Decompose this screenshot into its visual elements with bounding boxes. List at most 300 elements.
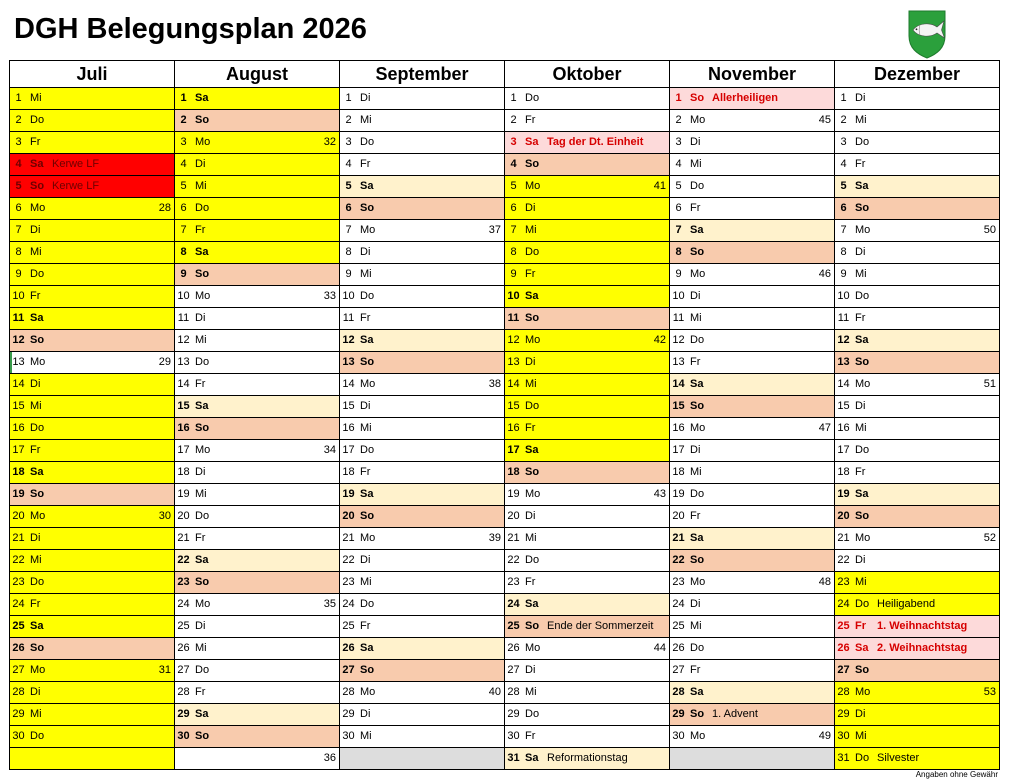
day-cell[interactable] <box>835 286 1000 308</box>
day-number: 3 <box>840 136 847 148</box>
weekday: Di <box>195 620 206 632</box>
day-number: 31 <box>837 752 850 764</box>
day-cell[interactable] <box>340 638 505 660</box>
day-cell[interactable] <box>175 440 340 462</box>
day-number: 24 <box>672 598 685 610</box>
day-cell[interactable] <box>670 748 835 770</box>
day-cell[interactable] <box>505 242 670 264</box>
day-cell[interactable] <box>340 374 505 396</box>
day-cell[interactable] <box>175 396 340 418</box>
weekday: So <box>525 466 540 478</box>
day-cell[interactable] <box>835 220 1000 242</box>
week-number: 36 <box>323 752 336 764</box>
day-cell[interactable] <box>10 726 175 748</box>
weekday: So <box>525 620 540 632</box>
day-cell[interactable] <box>505 352 670 374</box>
day-cell[interactable] <box>505 110 670 132</box>
day-number: 10 <box>12 290 25 302</box>
day-cell[interactable] <box>835 616 1000 638</box>
day-cell[interactable] <box>505 330 670 352</box>
day-number: 8 <box>510 246 517 258</box>
day-cell[interactable] <box>175 660 340 682</box>
day-cell[interactable] <box>175 88 340 110</box>
day-cell[interactable] <box>505 88 670 110</box>
day-cell[interactable] <box>10 132 175 154</box>
weekday: Do <box>855 290 870 302</box>
weekday: Mo <box>30 356 46 368</box>
day-cell[interactable] <box>340 704 505 726</box>
day-number: 11 <box>672 312 685 324</box>
day-number: 26 <box>12 642 25 654</box>
weekday: Do <box>30 268 45 280</box>
day-cell[interactable] <box>175 176 340 198</box>
day-cell[interactable] <box>175 594 340 616</box>
day-cell[interactable] <box>835 572 1000 594</box>
weekday: Di <box>855 92 866 104</box>
weekday: Mo <box>525 180 541 192</box>
day-number: 28 <box>342 686 355 698</box>
weekday: Fr <box>525 576 536 588</box>
weekday: Sa <box>195 246 209 258</box>
weekday: Fr <box>855 620 866 632</box>
day-cell[interactable] <box>175 308 340 330</box>
day-cell[interactable] <box>10 396 175 418</box>
day-cell[interactable] <box>340 176 505 198</box>
weekday: Do <box>525 400 540 412</box>
weekday: Sa <box>30 312 44 324</box>
day-number: 27 <box>837 664 850 676</box>
day-number: 9 <box>510 268 517 280</box>
day-cell[interactable] <box>175 462 340 484</box>
day-cell[interactable] <box>670 528 835 550</box>
day-cell[interactable] <box>340 440 505 462</box>
weekday: Mo <box>690 268 706 280</box>
day-number: 1 <box>840 92 847 104</box>
weekday: Di <box>855 246 866 258</box>
day-cell[interactable] <box>835 132 1000 154</box>
day-cell[interactable] <box>505 396 670 418</box>
day-cell[interactable] <box>835 462 1000 484</box>
day-cell[interactable] <box>505 484 670 506</box>
day-cell[interactable] <box>505 594 670 616</box>
weekday: Fr <box>360 312 371 324</box>
day-number: 7 <box>180 224 187 236</box>
day-number: 31 <box>507 752 520 764</box>
weekday: Fr <box>855 312 866 324</box>
weekday: Do <box>195 510 210 522</box>
day-cell[interactable] <box>505 176 670 198</box>
day-cell[interactable] <box>835 418 1000 440</box>
day-cell[interactable] <box>835 484 1000 506</box>
weekday: Mo <box>30 510 46 522</box>
day-cell[interactable] <box>10 330 175 352</box>
day-cell[interactable] <box>10 352 175 374</box>
day-cell[interactable] <box>835 396 1000 418</box>
day-cell[interactable] <box>340 462 505 484</box>
weekday: Mi <box>360 576 372 588</box>
day-cell[interactable] <box>340 154 505 176</box>
weekday: Di <box>690 136 701 148</box>
day-cell[interactable] <box>505 682 670 704</box>
day-cell[interactable] <box>505 638 670 660</box>
weekday: Do <box>525 554 540 566</box>
day-number: 16 <box>837 422 850 434</box>
weekday: Di <box>30 532 41 544</box>
day-cell[interactable] <box>340 418 505 440</box>
weekday: So <box>690 708 705 720</box>
day-cell[interactable] <box>505 660 670 682</box>
day-number: 30 <box>177 730 190 742</box>
day-cell[interactable] <box>670 330 835 352</box>
day-cell[interactable] <box>835 638 1000 660</box>
day-cell[interactable] <box>340 242 505 264</box>
weekday: Di <box>360 554 371 566</box>
day-number: 28 <box>177 686 190 698</box>
day-cell[interactable] <box>340 726 505 748</box>
day-cell[interactable] <box>505 264 670 286</box>
day-cell[interactable] <box>835 154 1000 176</box>
week-number: 35 <box>323 598 336 610</box>
day-cell[interactable] <box>340 198 505 220</box>
day-cell[interactable] <box>10 682 175 704</box>
day-number: 30 <box>12 730 25 742</box>
weekday: Mi <box>195 334 207 346</box>
day-number: 16 <box>342 422 355 434</box>
day-cell[interactable] <box>670 594 835 616</box>
weekday: So <box>195 114 210 126</box>
day-cell[interactable] <box>670 506 835 528</box>
weekday: Do <box>360 136 375 148</box>
day-cell[interactable] <box>835 308 1000 330</box>
day-cell[interactable] <box>10 638 175 660</box>
day-cell[interactable] <box>175 726 340 748</box>
day-cell[interactable] <box>10 616 175 638</box>
day-cell[interactable] <box>10 484 175 506</box>
day-cell[interactable] <box>10 220 175 242</box>
day-cell[interactable] <box>340 264 505 286</box>
day-cell[interactable] <box>670 462 835 484</box>
day-cell[interactable] <box>340 308 505 330</box>
day-cell[interactable] <box>340 594 505 616</box>
day-cell[interactable] <box>505 704 670 726</box>
day-cell[interactable] <box>670 374 835 396</box>
day-cell[interactable] <box>670 242 835 264</box>
day-cell[interactable] <box>10 242 175 264</box>
day-cell[interactable] <box>670 220 835 242</box>
day-cell[interactable] <box>670 726 835 748</box>
day-number: 26 <box>507 642 520 654</box>
day-cell[interactable] <box>175 154 340 176</box>
day-cell[interactable] <box>10 660 175 682</box>
weekday: Mi <box>855 114 867 126</box>
weekday: So <box>360 510 375 522</box>
day-cell[interactable] <box>835 594 1000 616</box>
day-cell[interactable] <box>505 572 670 594</box>
day-cell[interactable] <box>505 308 670 330</box>
day-cell[interactable] <box>835 264 1000 286</box>
day-cell[interactable] <box>505 528 670 550</box>
day-cell[interactable] <box>670 704 835 726</box>
day-cell[interactable] <box>505 506 670 528</box>
day-cell[interactable] <box>10 572 175 594</box>
day-cell[interactable] <box>670 550 835 572</box>
day-cell[interactable] <box>10 264 175 286</box>
day-cell[interactable] <box>10 286 175 308</box>
day-number: 4 <box>345 158 352 170</box>
day-cell[interactable] <box>340 88 505 110</box>
weekday: Fr <box>525 268 536 280</box>
day-cell[interactable] <box>505 616 670 638</box>
day-cell[interactable] <box>670 154 835 176</box>
day-cell[interactable] <box>835 330 1000 352</box>
day-cell[interactable] <box>505 462 670 484</box>
day-cell[interactable] <box>10 550 175 572</box>
event-label: Ende der Sommerzeit <box>547 620 654 632</box>
day-number: 2 <box>510 114 517 126</box>
day-cell[interactable] <box>175 528 340 550</box>
day-cell[interactable] <box>10 462 175 484</box>
day-cell[interactable] <box>670 286 835 308</box>
day-number: 17 <box>837 444 850 456</box>
day-cell[interactable] <box>340 484 505 506</box>
day-cell[interactable] <box>835 660 1000 682</box>
day-cell[interactable] <box>835 528 1000 550</box>
weekday: Do <box>30 114 45 126</box>
day-number: 25 <box>177 620 190 632</box>
weekday: So <box>195 422 210 434</box>
day-number: 4 <box>510 158 517 170</box>
weekday: Mi <box>690 466 702 478</box>
day-cell[interactable] <box>670 572 835 594</box>
day-cell[interactable] <box>505 440 670 462</box>
day-cell[interactable] <box>835 242 1000 264</box>
day-cell[interactable] <box>175 352 340 374</box>
day-cell[interactable] <box>670 352 835 374</box>
day-number: 1 <box>180 92 187 104</box>
day-cell[interactable] <box>670 396 835 418</box>
day-cell[interactable] <box>175 572 340 594</box>
day-number: 19 <box>507 488 520 500</box>
day-cell[interactable] <box>175 484 340 506</box>
day-cell[interactable] <box>835 726 1000 748</box>
month-header-oktober: Oktober <box>505 61 670 88</box>
weekday: Mi <box>360 268 372 280</box>
weekday: So <box>360 664 375 676</box>
day-cell[interactable] <box>340 286 505 308</box>
day-number: 4 <box>180 158 187 170</box>
day-cell[interactable] <box>835 550 1000 572</box>
day-cell[interactable] <box>670 88 835 110</box>
weekday: Do <box>30 422 45 434</box>
day-cell[interactable] <box>505 286 670 308</box>
day-cell[interactable] <box>670 682 835 704</box>
day-cell[interactable] <box>670 418 835 440</box>
month-header-september: September <box>340 61 505 88</box>
day-cell[interactable] <box>670 132 835 154</box>
day-cell[interactable] <box>175 264 340 286</box>
week-number: 47 <box>818 422 831 434</box>
day-cell[interactable] <box>175 242 340 264</box>
day-cell[interactable] <box>340 748 505 770</box>
day-cell[interactable] <box>175 616 340 638</box>
weekday: Mo <box>690 730 706 742</box>
day-number: 17 <box>177 444 190 456</box>
day-number: 2 <box>15 114 22 126</box>
day-cell[interactable] <box>835 748 1000 770</box>
day-cell[interactable] <box>835 110 1000 132</box>
day-number: 24 <box>507 598 520 610</box>
day-cell[interactable] <box>10 110 175 132</box>
day-cell[interactable] <box>670 638 835 660</box>
day-cell[interactable] <box>835 88 1000 110</box>
event-label: Kerwe LF <box>52 180 100 192</box>
week-number: 49 <box>818 730 831 742</box>
day-cell[interactable] <box>505 154 670 176</box>
day-number: 27 <box>507 664 520 676</box>
day-cell[interactable] <box>835 198 1000 220</box>
day-cell[interactable] <box>175 220 340 242</box>
day-cell[interactable] <box>10 594 175 616</box>
day-cell[interactable] <box>10 704 175 726</box>
weekday: Fr <box>195 224 206 236</box>
day-cell[interactable] <box>835 374 1000 396</box>
day-cell[interactable] <box>175 418 340 440</box>
day-cell[interactable] <box>10 88 175 110</box>
week-number: 44 <box>653 642 666 654</box>
day-cell[interactable] <box>505 748 670 770</box>
weekday: Sa <box>525 444 539 456</box>
day-cell[interactable] <box>340 110 505 132</box>
day-cell[interactable] <box>175 506 340 528</box>
day-cell[interactable] <box>340 352 505 374</box>
day-cell[interactable] <box>835 352 1000 374</box>
weekday: Di <box>690 444 701 456</box>
day-number: 25 <box>507 620 520 632</box>
day-cell[interactable] <box>175 550 340 572</box>
day-number: 21 <box>12 532 25 544</box>
day-number: 7 <box>510 224 517 236</box>
weekday: Do <box>855 136 870 148</box>
day-cell[interactable] <box>505 726 670 748</box>
day-number: 23 <box>12 576 25 588</box>
weekday: So <box>855 510 870 522</box>
day-cell[interactable] <box>505 198 670 220</box>
day-number: 5 <box>510 180 517 192</box>
day-cell[interactable] <box>670 660 835 682</box>
weekday: Di <box>525 202 536 214</box>
day-cell[interactable] <box>505 418 670 440</box>
day-number: 19 <box>837 488 850 500</box>
weekday: So <box>690 92 705 104</box>
day-number: 20 <box>672 510 685 522</box>
day-number: 5 <box>15 180 22 192</box>
day-cell[interactable] <box>835 704 1000 726</box>
day-cell[interactable] <box>175 682 340 704</box>
day-cell[interactable] <box>670 308 835 330</box>
day-cell[interactable] <box>175 110 340 132</box>
day-cell[interactable] <box>340 132 505 154</box>
day-cell[interactable] <box>340 220 505 242</box>
day-cell[interactable] <box>175 286 340 308</box>
day-cell[interactable] <box>10 506 175 528</box>
day-cell[interactable] <box>670 616 835 638</box>
day-cell[interactable] <box>505 374 670 396</box>
day-number: 6 <box>840 202 847 214</box>
day-cell[interactable] <box>670 176 835 198</box>
day-cell[interactable] <box>10 308 175 330</box>
day-cell[interactable] <box>10 374 175 396</box>
day-cell[interactable] <box>10 748 175 770</box>
day-cell[interactable] <box>340 550 505 572</box>
day-cell[interactable] <box>670 198 835 220</box>
day-cell[interactable] <box>175 198 340 220</box>
day-cell[interactable] <box>340 616 505 638</box>
week-number: 42 <box>653 334 666 346</box>
day-number: 16 <box>507 422 520 434</box>
day-number: 30 <box>342 730 355 742</box>
day-cell[interactable] <box>175 704 340 726</box>
weekday: Sa <box>855 642 869 654</box>
day-cell[interactable] <box>10 528 175 550</box>
day-cell[interactable] <box>670 110 835 132</box>
day-cell[interactable] <box>340 506 505 528</box>
day-cell[interactable] <box>835 176 1000 198</box>
day-number: 21 <box>507 532 520 544</box>
day-cell[interactable] <box>670 484 835 506</box>
day-cell[interactable] <box>670 440 835 462</box>
day-cell[interactable] <box>670 264 835 286</box>
weekday: Do <box>195 356 210 368</box>
day-number: 9 <box>180 268 187 280</box>
weekday: Mo <box>195 290 211 302</box>
day-number: 16 <box>672 422 685 434</box>
weekday: Do <box>30 730 45 742</box>
day-cell[interactable] <box>10 154 175 176</box>
day-cell[interactable] <box>340 660 505 682</box>
day-cell[interactable] <box>835 682 1000 704</box>
day-cell[interactable] <box>505 132 670 154</box>
event-label: 2. Weihnachtstag <box>877 642 968 654</box>
day-cell[interactable] <box>10 176 175 198</box>
day-cell[interactable] <box>340 572 505 594</box>
day-cell[interactable] <box>340 396 505 418</box>
day-cell[interactable] <box>340 330 505 352</box>
weekday: Di <box>30 224 41 236</box>
day-number: 29 <box>837 708 850 720</box>
day-cell[interactable] <box>175 374 340 396</box>
day-cell[interactable] <box>10 440 175 462</box>
day-number: 25 <box>672 620 685 632</box>
day-cell[interactable] <box>175 748 340 770</box>
month-header-november: November <box>670 61 835 88</box>
week-number: 46 <box>818 268 831 280</box>
day-cell[interactable] <box>505 550 670 572</box>
day-cell[interactable] <box>835 440 1000 462</box>
day-cell[interactable] <box>175 330 340 352</box>
day-number: 4 <box>840 158 847 170</box>
day-cell[interactable] <box>10 418 175 440</box>
day-cell[interactable] <box>835 506 1000 528</box>
day-cell[interactable] <box>340 682 505 704</box>
day-cell[interactable] <box>505 220 670 242</box>
day-cell[interactable] <box>10 198 175 220</box>
weekday: Mi <box>30 246 42 258</box>
day-cell[interactable] <box>340 528 505 550</box>
day-cell[interactable] <box>175 638 340 660</box>
day-number: 4 <box>15 158 22 170</box>
day-cell[interactable] <box>175 132 340 154</box>
day-number: 9 <box>345 268 352 280</box>
